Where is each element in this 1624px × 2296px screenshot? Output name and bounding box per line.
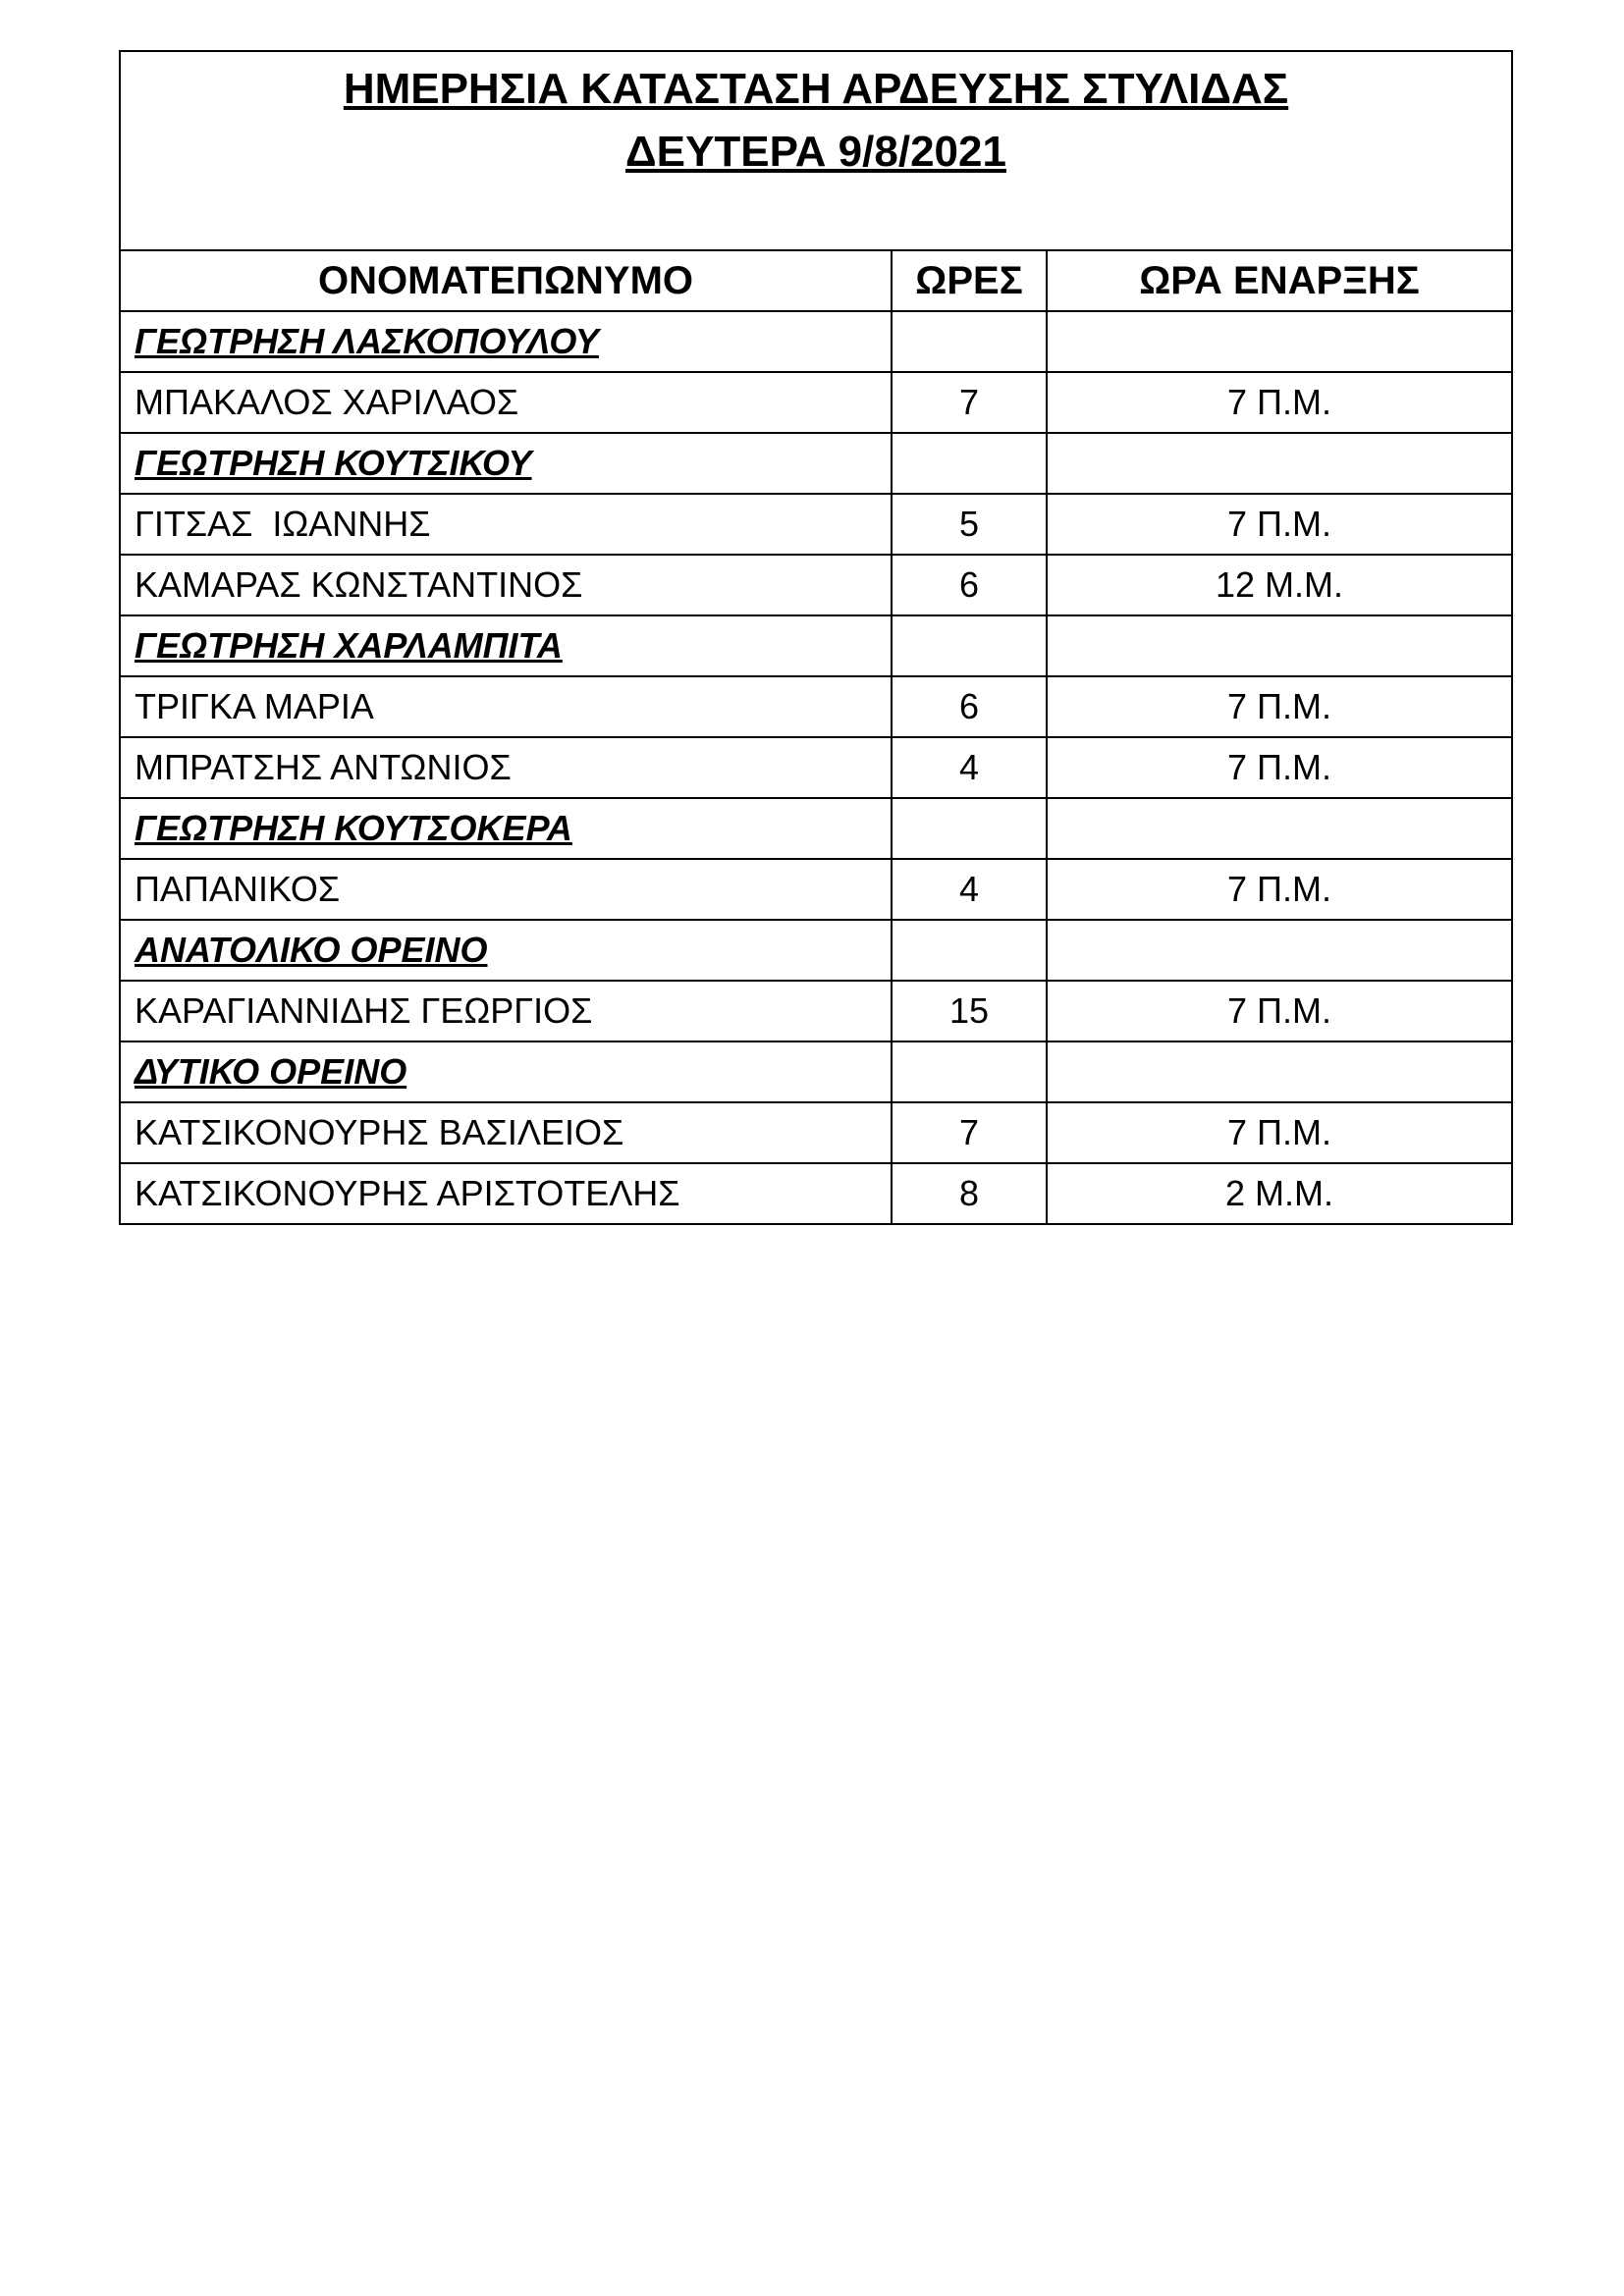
group-name: ΓΕΩΤΡΗΣΗ ΚΟΥΤΣΟΚΕΡΑ [120,798,892,859]
group-name: ΓΕΩΤΡΗΣΗ ΛΑΣΚΟΠΟΥΛΟΥ [120,311,892,372]
column-header-name: ΟΝΟΜΑΤΕΠΩΝΥΜΟ [120,250,892,311]
empty-cell [892,1041,1047,1102]
start-time-value: 7 Π.Μ. [1047,676,1512,737]
empty-cell [1047,920,1512,981]
start-time-value: 7 Π.Μ. [1047,494,1512,555]
empty-cell [892,798,1047,859]
table-row [120,1102,1512,1163]
start-time-value: 7 Π.Μ. [1047,372,1512,433]
table-row [120,1163,1512,1224]
empty-cell [892,615,1047,676]
person-name: ΜΠΑΚΑΛΟΣ ΧΑΡΙΛΑΟΣ [120,372,892,433]
group-name: ΔΥΤΙΚΟ ΟΡΕΙΝΟ [120,1041,892,1102]
hours-value: 4 [892,859,1047,920]
group-row [120,798,1512,859]
table-row [120,372,1512,433]
person-name: ΚΑΤΣΙΚΟΝΟΥΡΗΣ ΑΡΙΣΤΟΤΕΛΗΣ [120,1163,892,1224]
table-body [120,51,1512,1224]
document-title: ΗΜΕΡΗΣΙΑ ΚΑΤΑΣΤΑΣΗ ΑΡΔΕΥΣΗΣ ΣΤΥΛΙΔΑΣ [343,65,1289,113]
hours-value: 6 [892,676,1047,737]
person-name: ΚΑΜΑΡΑΣ ΚΩΝΣΤΑΝΤΙΝΟΣ [120,555,892,615]
empty-cell [1047,311,1512,372]
empty-cell [1047,1041,1512,1102]
title-row [120,51,1512,250]
group-row [120,1041,1512,1102]
start-time-value: 7 Π.Μ. [1047,1102,1512,1163]
table-row [120,981,1512,1041]
title-cell [120,51,1512,250]
hours-value: 7 [892,372,1047,433]
group-name: ΑΝΑΤΟΛΙΚΟ ΟΡΕΙΝΟ [120,920,892,981]
empty-cell [1047,615,1512,676]
empty-cell [1047,433,1512,494]
group-name: ΓΕΩΤΡΗΣΗ ΚΟΥΤΣΙΚΟΥ [120,433,892,494]
table-row [120,859,1512,920]
person-name: ΜΠΡΑΤΣΗΣ ΑΝΤΩΝΙΟΣ [120,737,892,798]
person-name: ΚΑΤΣΙΚΟΝΟΥΡΗΣ ΒΑΣΙΛΕΙΟΣ [120,1102,892,1163]
column-header-start-time: ΩΡΑ ΕΝΑΡΞΗΣ [1047,250,1512,311]
empty-cell [892,920,1047,981]
group-row [120,920,1512,981]
start-time-value: 2 Μ.Μ. [1047,1163,1512,1224]
group-row [120,433,1512,494]
table-row [120,737,1512,798]
person-name: ΚΑΡΑΓΙΑΝΝΙΔΗΣ ΓΕΩΡΓΙΟΣ [120,981,892,1041]
hours-value: 6 [892,555,1047,615]
hours-value: 8 [892,1163,1047,1224]
start-time-value: 7 Π.Μ. [1047,737,1512,798]
irrigation-schedule-table [119,50,1513,1225]
empty-cell [1047,798,1512,859]
hours-value: 4 [892,737,1047,798]
person-name: ΓΙΤΣΑΣ ΙΩΑΝΝΗΣ [120,494,892,555]
start-time-value: 7 Π.Μ. [1047,859,1512,920]
start-time-value: 12 Μ.Μ. [1047,555,1512,615]
table-row [120,494,1512,555]
empty-cell [892,311,1047,372]
person-name: ΠΑΠΑΝΙΚΟΣ [120,859,892,920]
start-time-value: 7 Π.Μ. [1047,981,1512,1041]
document-date: ΔΕΥΤΕΡΑ 9/8/2021 [625,128,1006,176]
table-row [120,676,1512,737]
hours-value: 15 [892,981,1047,1041]
group-row [120,615,1512,676]
person-name: ΤΡΙΓΚΑ ΜΑΡΙΑ [120,676,892,737]
hours-value: 5 [892,494,1047,555]
hours-value: 7 [892,1102,1047,1163]
table-row [120,555,1512,615]
group-name: ΓΕΩΤΡΗΣΗ ΧΑΡΛΑΜΠΙΤΑ [120,615,892,676]
group-row [120,311,1512,372]
column-header-row [120,250,1512,311]
column-header-hours: ΩΡΕΣ [892,250,1047,311]
empty-cell [892,433,1047,494]
